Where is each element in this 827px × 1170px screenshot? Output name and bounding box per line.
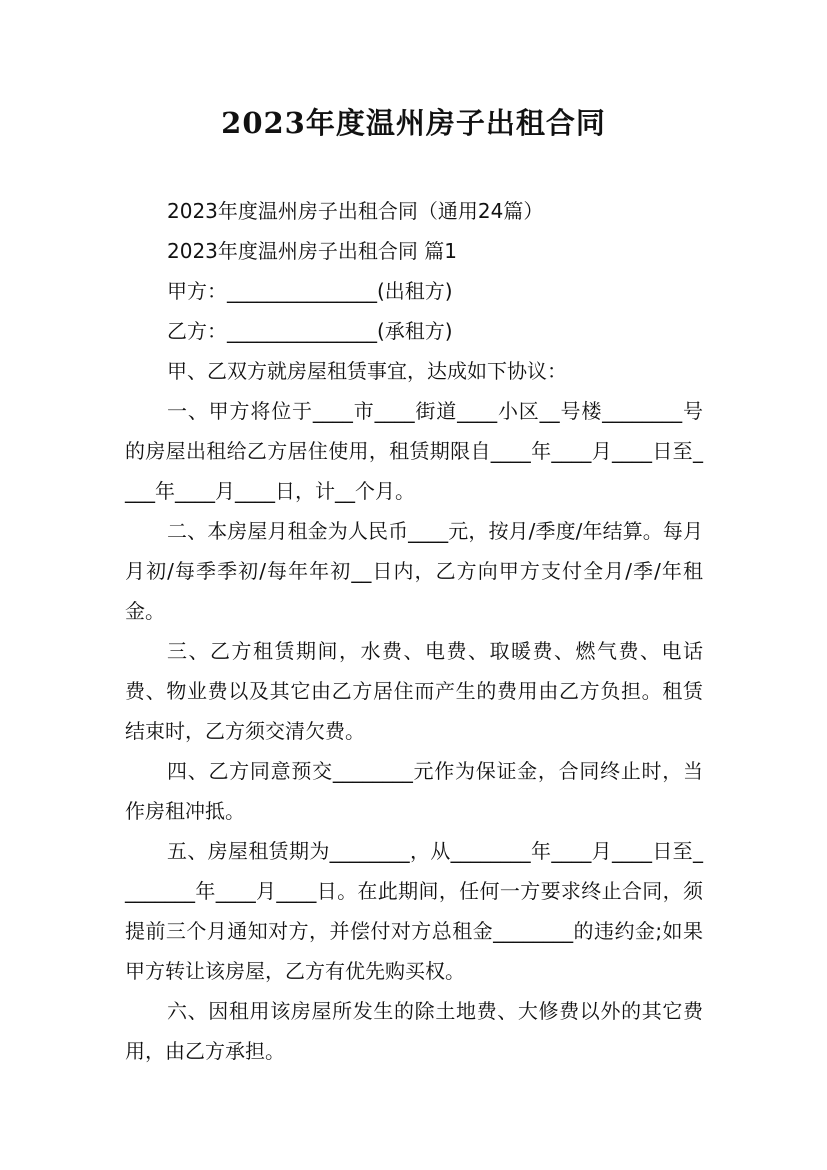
clause-6: 六、因租用该房屋所发生的除土地费、大修费以外的其它费用，由乙方承担。 [125,999,703,1063]
clause-5: 五、房屋租赁期为________，从________年____月____日至________年____月____日。在此期间，任何一方要求终止合同，须提前三个月通知对方，并偿付对方总租金________的违约金;如果甲方转让该房屋，乙方有优先购买权。 [125,839,703,983]
agreement-intro: 甲、乙双方就房屋租赁事宜，达成如下协议： [167,359,567,383]
document-body [125,191,703,1071]
party-a-line: 甲方：_______________(出租方) [167,279,453,303]
document-subtitle: 2023年度温州房子出租合同（通用24篇） [167,199,544,223]
clause-4: 四、乙方同意预交________元作为保证金，合同终止时，当作房租冲抵。 [125,759,703,823]
clause-3: 三、乙方租赁期间，水费、电费、取暖费、燃气费、电话费、物业费以及其它由乙方居住而产生的费用由乙方负担。租赁结束时，乙方须交清欠费。 [125,639,703,743]
clause-1: 一、甲方将位于____市____街道____小区__号楼________号的房屋出租给乙方居住使用，租赁期限自____年____月____日至____年____月____日，计__个月。 [125,399,703,503]
clause-2: 二、本房屋月租金为人民币____元，按月/季度/年结算。每月月初/每季季初/每年年初__日内，乙方向甲方支付全月/季/年租金。 [125,519,703,623]
section-heading: 2023年度温州房子出租合同 篇1 [167,239,457,263]
document-title: 2023年度温州房子出租合同 [221,106,606,140]
party-b-line: 乙方：_______________(承租方) [167,319,453,343]
